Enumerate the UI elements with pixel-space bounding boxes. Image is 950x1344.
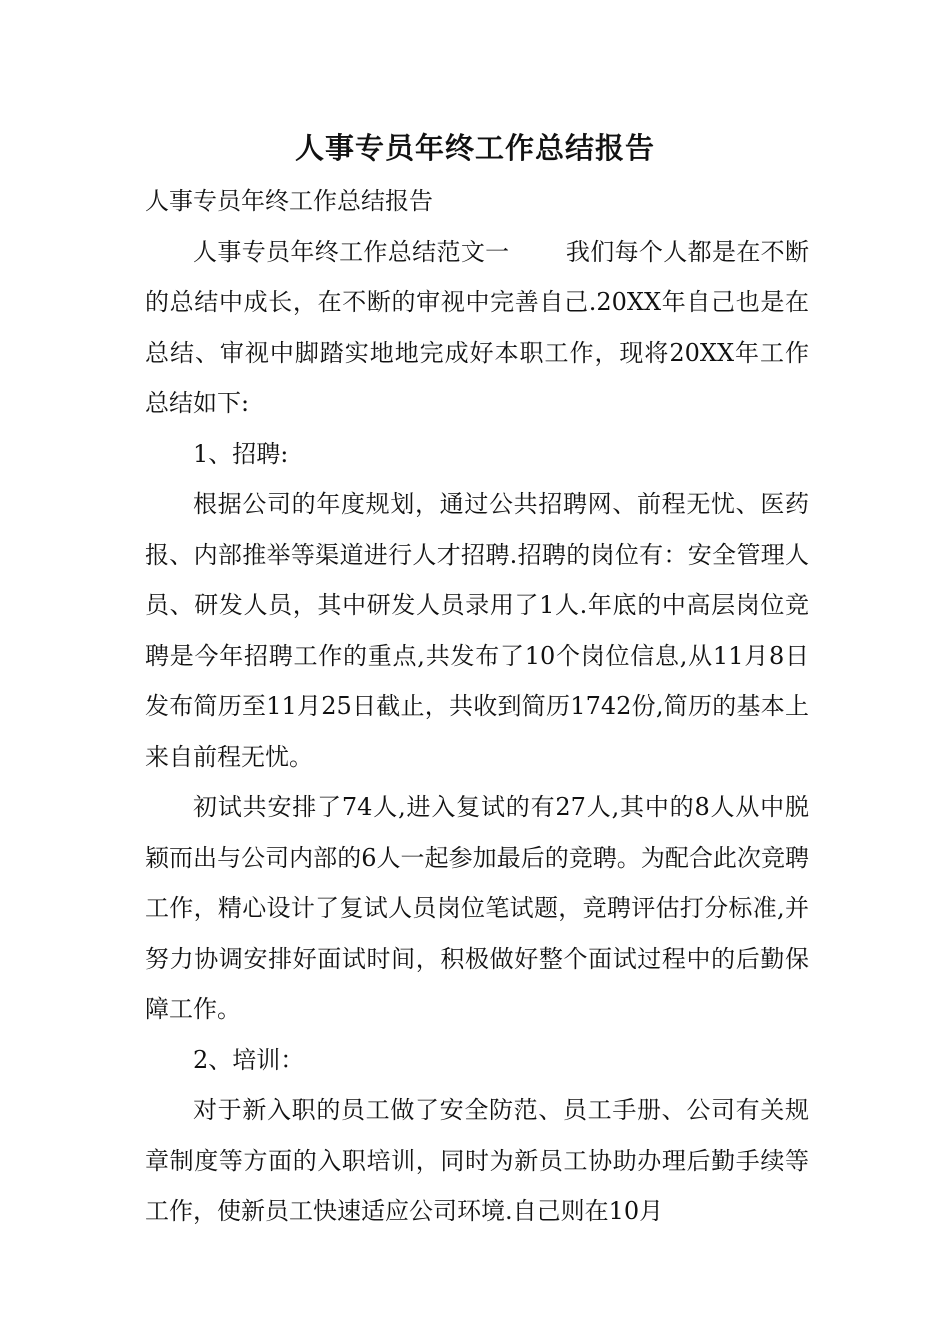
document-body	[145, 176, 809, 1237]
intro-paragraph	[145, 227, 809, 429]
intro-text: 我们每个人都是在不断的总结中成长，在不断的审视中完善自己.20XX年自己也是在总结、审视中脚踏实地地完成好本职工作，现将20XX年工作总结如下:	[145, 237, 810, 417]
document-title: 人事专员年终工作总结报告	[294, 131, 655, 165]
section1-heading: 1、招聘:	[193, 439, 289, 468]
section2-paragraph-1: 对于新入职的员工做了安全防范、员工手册、公司有关规章制度等方面的入职培训，同时为新员工协助办理后勤手续等工作，使新员工快速适应公司环境.自己则在10月	[145, 1096, 809, 1225]
section1-paragraph-2: 初试共安排了74人,进入复试的有27人,其中的8人从中脱颖而出与公司内部的6人一起参加最后的竞聘。为配合此次竞聘工作，精心设计了复试人员岗位笔试题，竞聘评估打分标准,并努力协调安排好面试时间，积极做好整个面试过程中的后勤保障工作。	[145, 793, 809, 1023]
intro-label: 人事专员年终工作总结范文一	[193, 237, 510, 266]
section1-paragraph-1: 根据公司的年度规划，通过公共招聘网、前程无忧、医药报、内部推举等渠道进行人才招聘.招聘的岗位有：安全管理人员、研发人员，其中研发人员录用了1人.年底的中高层岗位竞聘是今年招聘工作的重点,共发布了10个岗位信息,从11月8日发布简历至11月25日截止，共收到简历1742份,简历的基本上来自前程无忧。	[145, 490, 809, 771]
section2-heading: 2、培训：	[193, 1045, 305, 1074]
document-subtitle: 人事专员年终工作总结报告	[145, 187, 433, 215]
